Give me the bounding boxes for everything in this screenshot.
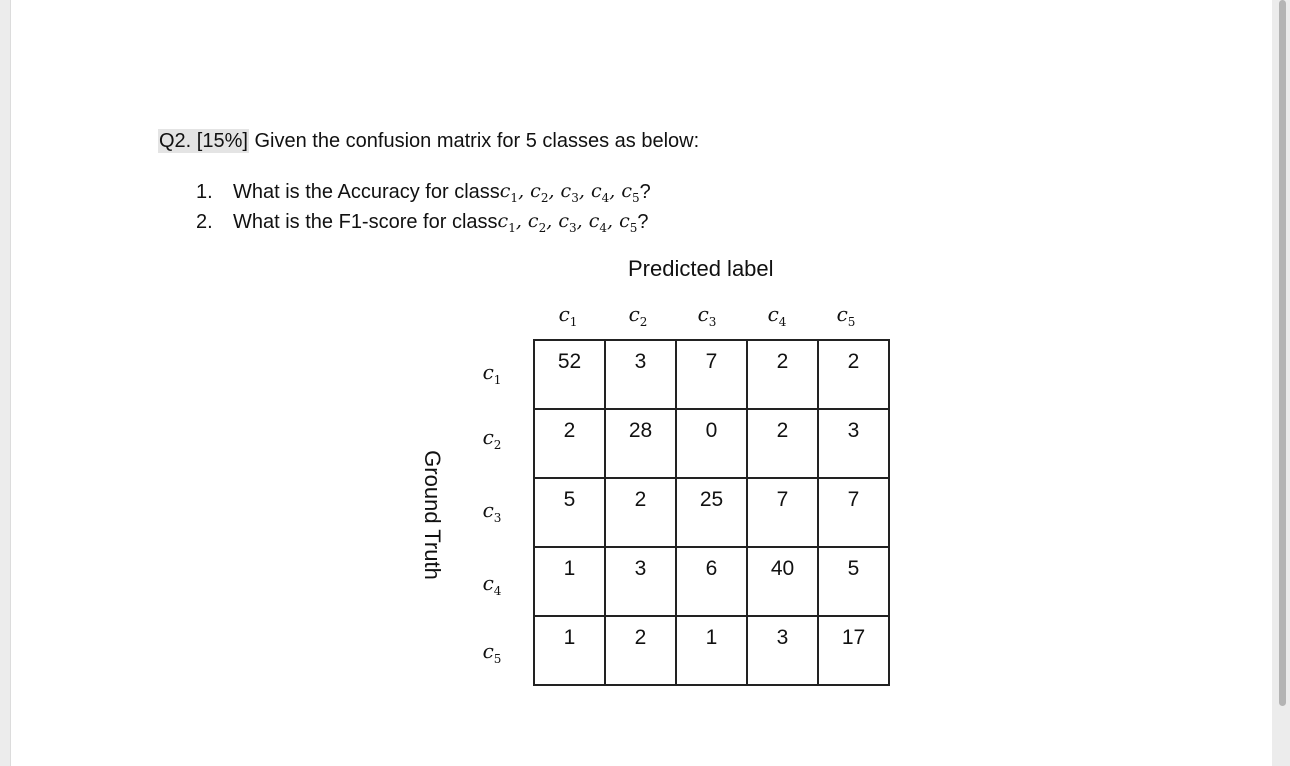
question-list	[196, 177, 651, 237]
matrix-cell: 2	[605, 478, 676, 547]
list-item	[196, 207, 651, 237]
class-index: 1	[569, 315, 578, 329]
matrix-cell: 6	[676, 547, 747, 616]
class-list-math	[498, 210, 638, 235]
matrix-cell: 2	[818, 340, 889, 409]
list-item	[196, 177, 651, 207]
matrix-row	[534, 547, 889, 616]
column-label	[603, 302, 673, 329]
class-index: 5	[631, 190, 640, 205]
class-index: 5	[493, 652, 502, 666]
list-suffix: ?	[639, 180, 651, 203]
class-index: 2	[639, 315, 648, 329]
class-index: 4	[778, 315, 787, 329]
separator: ,	[609, 179, 622, 202]
vertical-scrollbar[interactable]	[1279, 0, 1286, 706]
matrix-row	[534, 478, 889, 547]
class-symbol: c	[588, 209, 600, 232]
confusion-matrix	[533, 339, 890, 686]
class-symbol: c	[499, 179, 511, 202]
class-index: 1	[508, 220, 516, 235]
row-label	[470, 571, 514, 598]
list-number: 2.	[196, 210, 213, 233]
matrix-cell: 1	[534, 547, 605, 616]
matrix-cell: 5	[818, 547, 889, 616]
class-symbol: c	[530, 179, 541, 202]
class-index: 1	[493, 373, 502, 387]
class-symbol: c	[590, 179, 602, 202]
matrix-cell: 3	[605, 340, 676, 409]
matrix-cell: 0	[676, 409, 747, 478]
class-symbol: c	[527, 209, 539, 232]
matrix-cell: 1	[676, 616, 747, 685]
matrix-row	[534, 616, 889, 685]
row-label	[470, 498, 514, 525]
class-symbol: c	[482, 571, 494, 595]
class-index: 3	[493, 511, 502, 525]
list-text: What is the Accuracy for class	[233, 180, 500, 203]
class-index: 4	[601, 190, 610, 205]
matrix-cell: 7	[818, 478, 889, 547]
class-index: 4	[599, 220, 607, 235]
class-index: 2	[538, 220, 547, 235]
class-symbol: c	[558, 209, 569, 232]
separator: ,	[576, 209, 589, 232]
class-index: 3	[708, 315, 717, 329]
matrix-cell: 1	[534, 616, 605, 685]
class-symbol: c	[628, 302, 640, 326]
class-symbol: c	[482, 425, 494, 449]
class-list-math	[500, 180, 640, 205]
column-label	[742, 302, 812, 329]
matrix-cell: 3	[605, 547, 676, 616]
matrix-cell: 3	[747, 616, 818, 685]
matrix-cell: 17	[818, 616, 889, 685]
class-index: 2	[540, 190, 549, 205]
page-edge	[10, 0, 11, 766]
list-number: 1.	[196, 180, 213, 203]
matrix-cell: 2	[747, 340, 818, 409]
left-page-gutter	[0, 0, 10, 766]
column-label	[811, 302, 881, 329]
separator: ,	[546, 209, 559, 232]
column-label	[672, 302, 742, 329]
row-label	[470, 425, 514, 452]
matrix-row	[534, 409, 889, 478]
matrix-cell: 2	[747, 409, 818, 478]
class-index: 3	[571, 190, 579, 205]
question-text: Given the confusion matrix for 5 classes as below:	[248, 130, 700, 152]
class-symbol: c	[558, 302, 570, 326]
class-index: 2	[493, 438, 502, 452]
row-label	[470, 360, 514, 387]
class-symbol: c	[836, 302, 848, 326]
column-label	[533, 302, 603, 329]
matrix-cell: 40	[747, 547, 818, 616]
matrix-row	[534, 340, 889, 409]
matrix-cell: 5	[534, 478, 605, 547]
class-index: 5	[629, 220, 638, 235]
matrix-cell: 3	[818, 409, 889, 478]
matrix-cell: 7	[747, 478, 818, 547]
class-symbol: c	[482, 360, 494, 384]
predicted-label-title: Predicted label	[628, 256, 774, 281]
matrix-cell: 28	[605, 409, 676, 478]
class-symbol: c	[697, 302, 709, 326]
separator: ,	[578, 179, 591, 202]
class-symbol: c	[560, 179, 572, 202]
matrix-cell: 2	[605, 616, 676, 685]
class-symbol: c	[497, 209, 509, 232]
class-index: 3	[568, 220, 577, 235]
class-symbol: c	[619, 209, 630, 232]
class-symbol: c	[482, 498, 494, 522]
question-label: Q2. [15%]	[159, 130, 248, 152]
class-index: 1	[510, 190, 519, 205]
separator: ,	[518, 179, 531, 202]
separator: ,	[607, 209, 620, 232]
question-heading	[158, 130, 699, 153]
row-label	[470, 639, 514, 666]
list-text: What is the F1-score for class	[233, 210, 498, 233]
separator: ,	[548, 179, 561, 202]
class-symbol: c	[767, 302, 779, 326]
list-suffix: ?	[637, 210, 649, 233]
class-symbol: c	[482, 639, 494, 663]
class-index: 5	[847, 315, 856, 329]
matrix-cell: 25	[676, 478, 747, 547]
matrix-cell: 2	[534, 409, 605, 478]
class-symbol: c	[621, 179, 632, 202]
ground-truth-title: Ground Truth	[420, 450, 445, 580]
separator: ,	[515, 209, 528, 232]
matrix-cell: 7	[676, 340, 747, 409]
class-index: 4	[493, 584, 502, 598]
matrix-cell: 52	[534, 340, 605, 409]
